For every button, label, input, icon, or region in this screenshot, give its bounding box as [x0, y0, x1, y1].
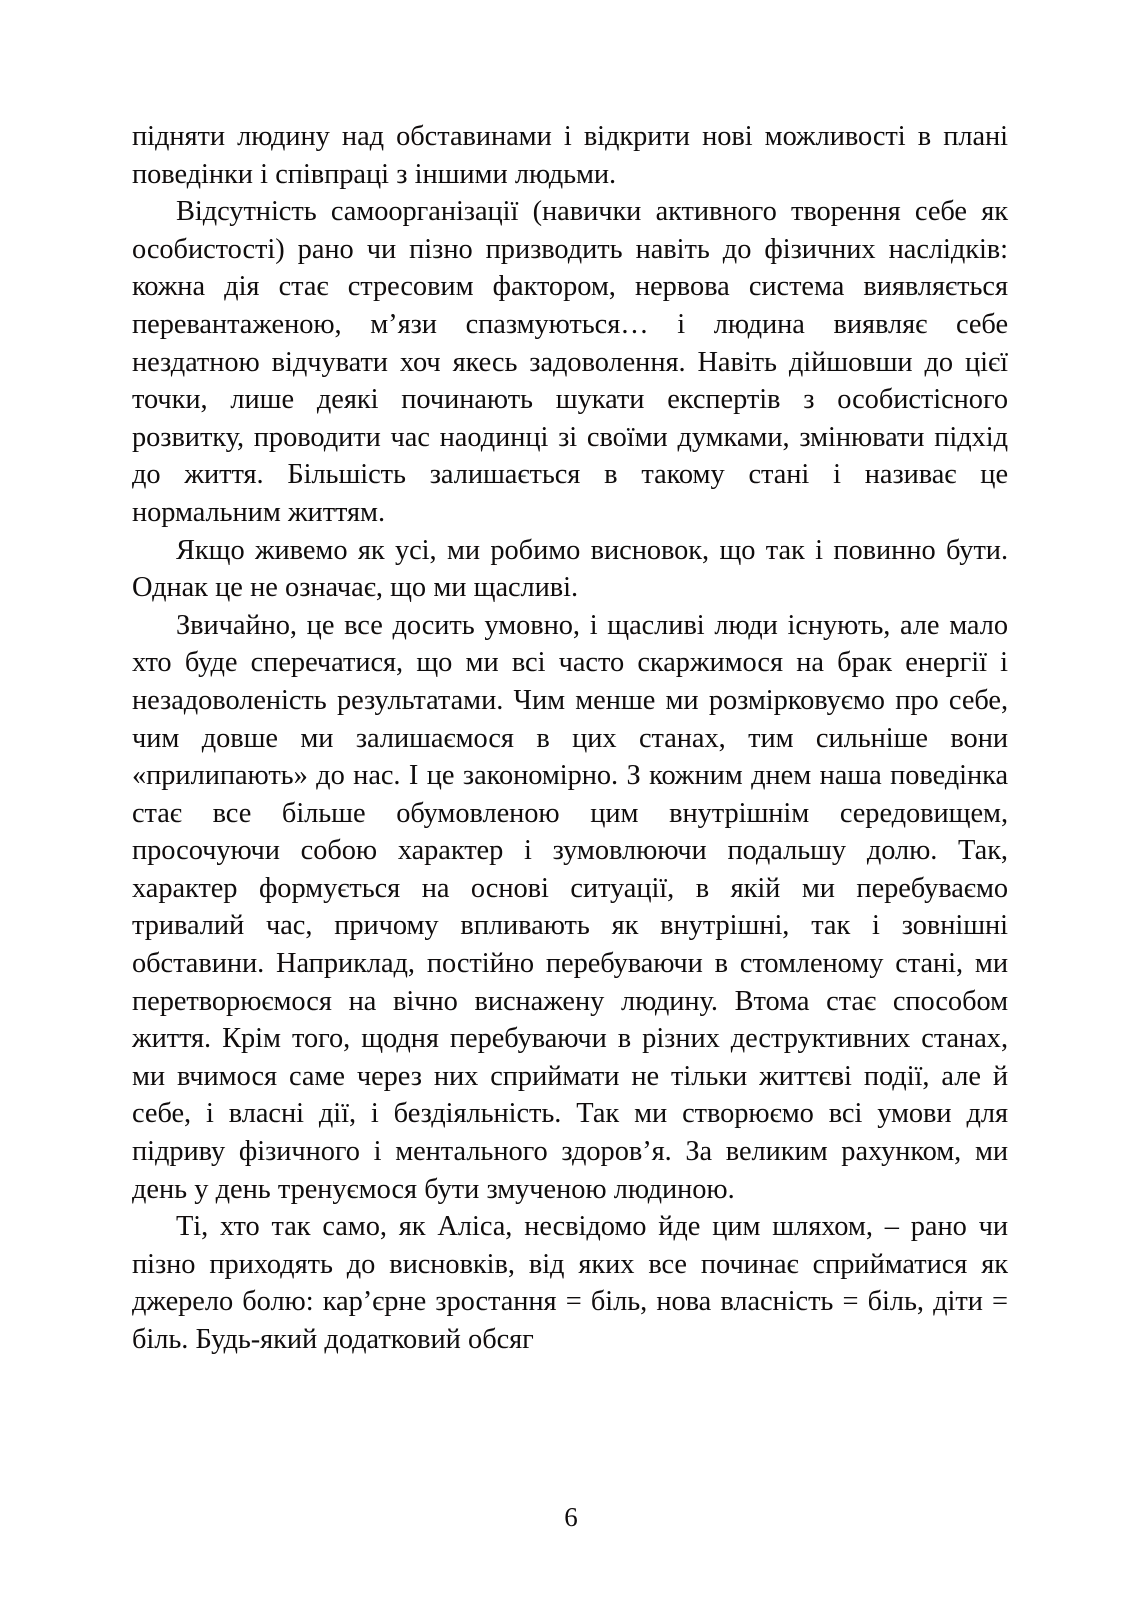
paragraph-3: Якщо живемо як усі, ми робимо висновок, що так і повинно бути. Однак це не означає, що ми щасливі.: [132, 534, 1008, 604]
body-text: [132, 118, 1008, 1359]
paragraph-1: підняти людину над обставинами і відкрити нові можливості в плані поведінки і співпраці з іншими людьми.: [132, 121, 1008, 190]
page-number: 6: [564, 1502, 578, 1532]
paragraph-5: Ті, хто так само, як Аліса, несвідомо йде цим шляхом, – рано чи пізно приходять до висновків, від яких все починає сприйматися як джерело болю: кар’єрне зростання = біль, нова власність = біль, діти = біль. Будь-який додатковий обсяг: [132, 1211, 1008, 1355]
paragraph-2: Відсутність самоорганізації (навички активного творення себе як особистості) рано чи пізно призводить навіть до фізичних наслідків: кожна дія стає стресовим фактором, нервова система виявляється перевантаженою, м’язи спазмуються… і людина виявляє себе нездатною відчувати хоч якесь задоволення. Навіть дійшовши до цієї точки, лише деякі починають шукати експертів з особистісного розвитку, проводити час наодинці зі своїми думками, змінювати підхід до життя. Більшість залишається в такому стані і називає це нормальним життям.: [132, 196, 1008, 528]
paragraph-4: Звичайно, це все досить умовно, і щасливі люди існують, але мало хто буде сперечатися, що ми всі часто скаржимося на брак енергії і незадоволеність результатами. Чим менше ми розмірковуємо про себе, чим довше ми залишаємося в цих станах, тим сильніше вони «прилипають» до нас. І це закономірно. З кожним днем наша поведінка стає все більше обумовленою цим внутрішнім середовищем, просочуючи собою характер і зумовлюючи подальшу долю. Так, характер формується на основі ситуації, в якій ми перебуваємо тривалий час, причому впливають як внутрішні, так і зовнішні обставини. Наприклад, постійно перебуваючи в стомленому стані, ми перетворюємося на вічно виснажену людину. Втома стає способом життя. Крім того, щодня перебуваючи в різних деструктивних станах, ми вчимося саме через них сприймати не тільки життєві події, але й себе, і власні дії, і бездіяльність. Так ми створюємо всі умови для підриву фізичного і ментального здоров’я. За великим рахунком, ми день у день тренуємося бути змученою людиною.: [132, 609, 1008, 1205]
